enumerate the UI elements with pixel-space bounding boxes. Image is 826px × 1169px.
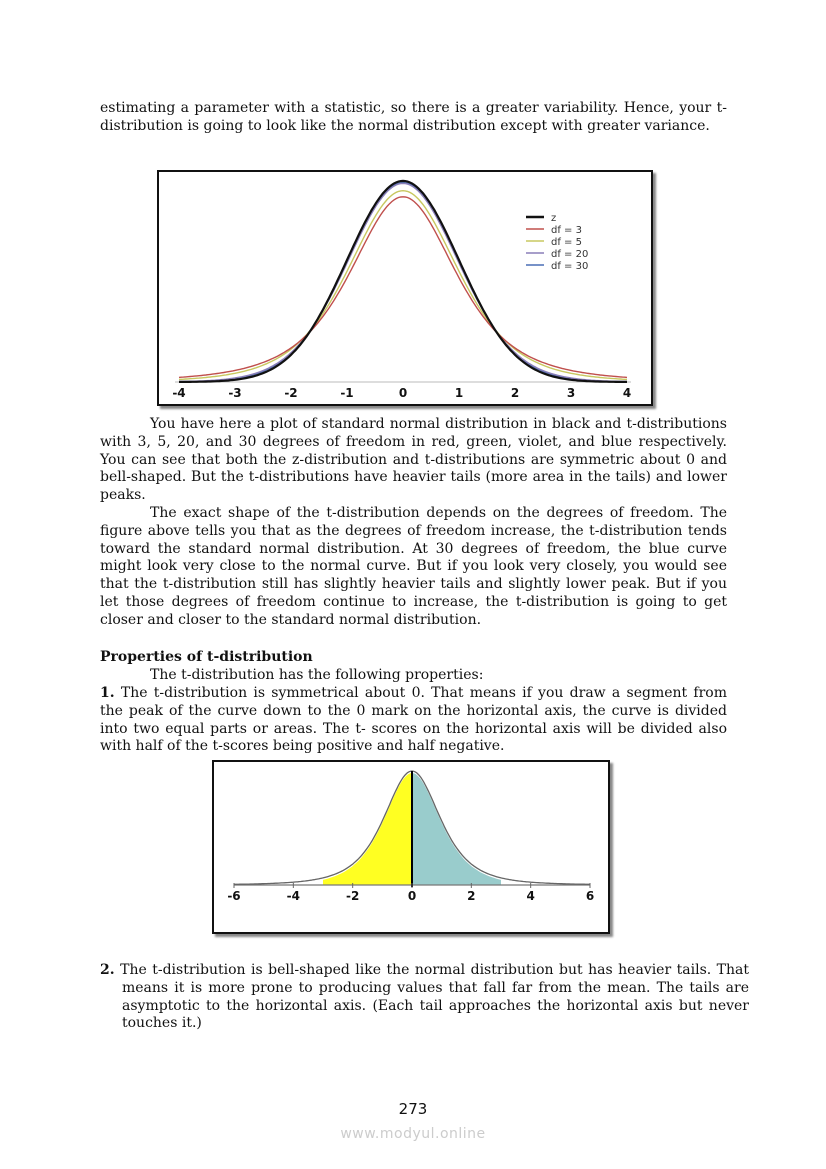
x-tick-label: 2 [467, 889, 476, 903]
property-text: The t-distribution is symmetrical about 0. That means if you draw a segment from the peak of the curve down to the 0 mark on the horizontal axis, the curve is divided into two equal parts or areas. The t- scores on the horizontal axis will be divided also with half of the t-scores being positive and half negative. [100, 685, 727, 755]
x-tick-label: 4 [622, 386, 632, 400]
legend-label: df = 30 [551, 261, 589, 272]
right-half-area [412, 773, 501, 885]
legend-label: df = 5 [551, 237, 582, 248]
property-item-2 [100, 962, 749, 1033]
property-text: The t-distribution is bell-shaped like the normal distribution but has heavier tails. That means it is more prone to producing values that fall far from the mean. The tails are asymptotic to the horizontal axis. (Each tail approaches the horizontal axis but never touches it.) [120, 962, 750, 1032]
series-line-df3 [179, 197, 627, 378]
x-tick-label: 0 [398, 386, 408, 400]
legend-label: z [551, 213, 557, 224]
x-tick-label: -2 [345, 889, 360, 903]
watermark: www.modyul.online [340, 1126, 486, 1142]
x-tick-label: 4 [526, 889, 535, 903]
series-line-z [179, 181, 627, 382]
property-number: 1. [100, 685, 115, 701]
series-line-df30 [179, 183, 627, 382]
x-tick-label: -4 [286, 889, 301, 903]
t-distribution-comparison-chart [159, 172, 651, 404]
series-line-df5 [179, 191, 627, 380]
property-item-1 [100, 685, 727, 756]
x-tick-label: 1 [454, 386, 464, 400]
x-tick-label: -2 [284, 386, 298, 400]
x-tick-label: -4 [172, 386, 186, 400]
property-number: 2. [100, 962, 115, 978]
legend-label: df = 20 [551, 249, 589, 260]
x-tick-label: 6 [585, 889, 595, 903]
x-tick-label: -1 [340, 386, 354, 400]
x-tick-label: -3 [228, 386, 242, 400]
x-tick-label: -6 [227, 889, 241, 903]
x-tick-label: 2 [510, 386, 520, 400]
paragraph-shape: The exact shape of the t-distribution depends on the degrees of freedom. The figure above tells you that as the degrees of freedom increase, the t-distribution tends toward the standard normal distribution. At 30 degrees of freedom, the blue curve might look very close to the normal curve. But if you look very closely, you would see that the t-distribution still has slightly heavier tails and slightly lower peak. But if you let those degrees of freedom continue to increase, the t-distribution is going to get closer and closer to the standard normal distribution. [100, 505, 727, 628]
series-line-df20 [179, 183, 627, 381]
properties-heading: Properties of t-distribution [100, 649, 313, 665]
legend-label: df = 3 [551, 225, 582, 236]
x-tick-label: 0 [407, 889, 417, 903]
x-tick-label: 3 [566, 386, 576, 400]
figure-symmetry [212, 760, 610, 934]
properties-intro: The t-distribution has the following properties: [150, 667, 484, 683]
t-distribution-symmetry-chart [214, 762, 608, 932]
intro-paragraph: estimating a parameter with a statistic, so there is a greater variability. Hence, your t-distribution is going to look like the normal distribution except with greater variance. [100, 100, 727, 134]
left-half-area [323, 773, 412, 885]
paragraph-plot-description: You have here a plot of standard normal distribution in black and t-distributions with 3, 5, 20, and 30 degrees of freedom in red, green, violet, and blue respectively. You can see that both the z-distribution and t-distributions are symmetric about 0 and bell-shaped. But the t-distributions have heavier tails (more area in the tails) and lower peaks. [100, 416, 727, 504]
figure-t-distributions [157, 170, 653, 406]
page-number: 273 [398, 1100, 428, 1118]
